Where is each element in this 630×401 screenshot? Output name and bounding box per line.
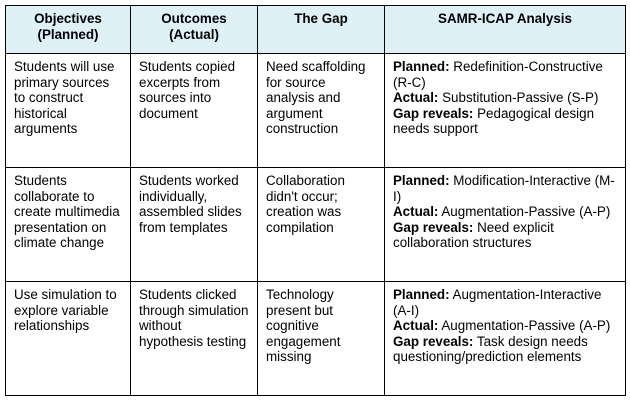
header-analysis bbox=[385, 6, 626, 54]
header-outcomes-line2: (Actual) bbox=[169, 26, 219, 42]
planned-value: Redefinition-Constructive (R-C) bbox=[393, 59, 603, 90]
reveals-label: Gap reveals: bbox=[393, 219, 474, 235]
table-row bbox=[6, 282, 626, 396]
outcome-cell: Students worked individually, assembled slides from templates bbox=[131, 168, 258, 282]
analysis-reveals bbox=[393, 106, 617, 137]
reveals-value: Need explicit collaboration structures bbox=[393, 219, 554, 251]
actual-value: Augmentation-Passive (A-P) bbox=[441, 204, 611, 220]
objective-cell: Students collaborate to create multimedia presentation on climate change bbox=[6, 168, 131, 282]
analysis-cell bbox=[385, 168, 626, 282]
planned-label: Planned: bbox=[393, 173, 450, 188]
gap-cell: Collaboration didn't occur; creation was compilation bbox=[258, 168, 385, 282]
table-row bbox=[6, 54, 626, 168]
actual-label: Actual: bbox=[393, 318, 439, 334]
analysis-planned bbox=[393, 287, 617, 318]
reveals-label: Gap reveals: bbox=[393, 333, 474, 349]
analysis-reveals bbox=[393, 220, 617, 251]
planned-value: Augmentation-Interactive (A-I) bbox=[393, 287, 602, 318]
actual-label: Actual: bbox=[393, 204, 439, 220]
reveals-value: Pedagogical design needs support bbox=[393, 105, 595, 137]
outcome-cell: Students clicked through simulation without hypothesis testing bbox=[131, 282, 258, 396]
actual-value: Substitution-Passive (S-P) bbox=[442, 90, 599, 106]
reveals-label: Gap reveals: bbox=[393, 105, 474, 121]
header-outcomes bbox=[131, 6, 258, 54]
analysis-reveals bbox=[393, 334, 617, 365]
planned-label: Planned: bbox=[393, 59, 450, 74]
planned-label: Planned: bbox=[393, 287, 450, 302]
objective-cell: Use simulation to explore variable relationships bbox=[6, 282, 131, 396]
header-objectives-line1: Objectives bbox=[34, 11, 102, 26]
gap-cell: Technology present but cognitive engagement missing bbox=[258, 282, 385, 396]
header-outcomes-line1: Outcomes bbox=[161, 11, 227, 26]
header-gap-line1: The Gap bbox=[294, 11, 348, 26]
header-gap bbox=[258, 6, 385, 54]
header-objectives-line2: (Planned) bbox=[37, 26, 99, 42]
analysis-actual bbox=[393, 204, 617, 220]
gap-cell: Need scaffolding for source analysis and argument construction bbox=[258, 54, 385, 168]
actual-label: Actual: bbox=[393, 90, 439, 106]
objective-cell: Students will use primary sources to construct historical arguments bbox=[6, 54, 131, 168]
reveals-value: Task design needs questioning/prediction elements bbox=[393, 333, 588, 365]
header-row bbox=[6, 6, 626, 54]
planned-value: Modification-Interactive (M-I) bbox=[393, 173, 615, 204]
header-analysis-line1: SAMR-ICAP Analysis bbox=[438, 11, 572, 26]
table-row bbox=[6, 168, 626, 282]
analysis-actual bbox=[393, 90, 617, 106]
analysis-actual bbox=[393, 318, 617, 334]
analysis-cell bbox=[385, 282, 626, 396]
analysis-planned bbox=[393, 173, 617, 204]
outcome-cell: Students copied excerpts from sources into document bbox=[131, 54, 258, 168]
actual-value: Augmentation-Passive (A-P) bbox=[441, 318, 611, 334]
analysis-cell bbox=[385, 54, 626, 168]
analysis-planned bbox=[393, 59, 617, 90]
header-objectives bbox=[6, 6, 131, 54]
samr-icap-table bbox=[5, 5, 626, 396]
